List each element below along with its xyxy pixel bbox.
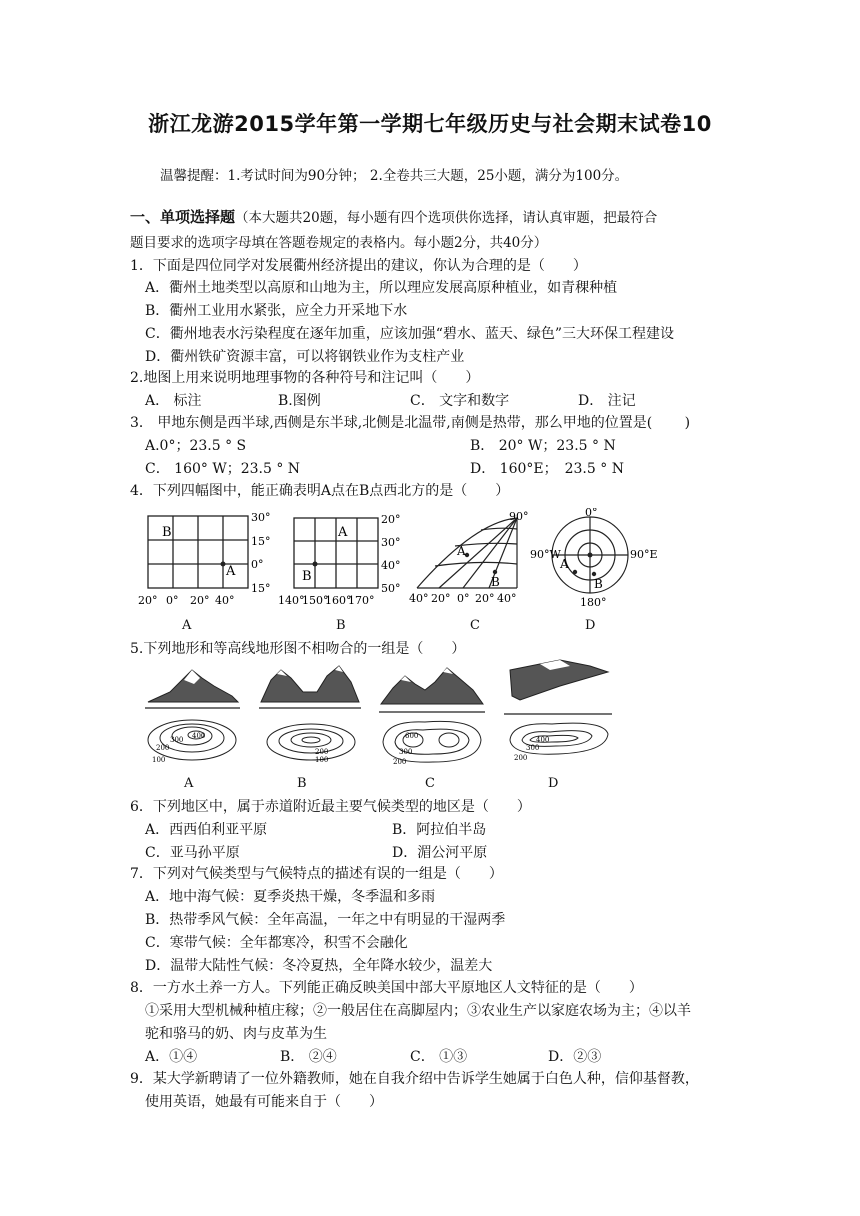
- question-2-option-c: C． 文字和数字: [410, 393, 510, 409]
- q4b-lat-2: 30°: [381, 536, 401, 549]
- question-6-option-c: C．亚马孙平原: [145, 845, 240, 861]
- q4-label-d: D: [585, 618, 596, 633]
- section-1-desc-1: （本大题共20题，每小题有四个选项供你选择，请认真审题，把最符合: [235, 210, 658, 226]
- q5d-contour-3: 200: [514, 754, 528, 762]
- question-6-option-b: B．阿拉伯半岛: [392, 822, 487, 838]
- q4a-point-b: B: [162, 525, 172, 540]
- q5a-contour-1: 400: [192, 732, 206, 740]
- q4c-lon-4: 20°: [475, 592, 495, 605]
- q5a-contour-4: 100: [152, 756, 166, 764]
- q5b-contour-1: 200: [315, 748, 329, 756]
- question-2-option-d: D． 注记: [578, 393, 636, 409]
- question-7-option-a: A．地中海气候：夏季炎热干燥，冬季温和多雨: [145, 889, 436, 905]
- q4a-lon-3: 20°: [190, 594, 210, 607]
- q4c-point-a: A: [457, 544, 466, 558]
- question-1-stem: 1．下面是四位同学对发展衢州经济提出的建议，你认为合理的是（ ）: [130, 258, 587, 274]
- question-9-stem-1: 9．某大学新聘请了一位外籍教师，她在自我介绍中告诉学生她属于白色人种，信仰基督教，: [130, 1071, 699, 1087]
- q4b-lon-4: 170°: [348, 594, 375, 607]
- q4d-left: 90°W: [530, 548, 561, 561]
- q4a-lon-4: 40°: [215, 594, 235, 607]
- section-1-title: 一、单项选择题: [130, 208, 236, 226]
- q4d-bottom: 180°: [580, 596, 607, 608]
- question-8-option-c: C． ①③: [410, 1049, 468, 1065]
- question-6-stem: 6．下列地区中，属于赤道附近最主要气候类型的地区是（ ）: [130, 799, 531, 815]
- question-1-option-d: D．衢州铁矿资源丰富，可以将钢铁业作为支柱产业: [145, 349, 465, 365]
- question-7-option-c: C．寒带气候：全年都寒冷，积雪不会融化: [145, 935, 408, 951]
- q4c-lon-3: 0°: [457, 592, 470, 605]
- question-8-option-b: B． ②④: [280, 1049, 337, 1065]
- question-8-option-a: A．①④: [145, 1049, 198, 1065]
- q5-label-c: C: [425, 776, 435, 791]
- q5-label-d: D: [548, 776, 559, 791]
- q5-label-a: A: [184, 776, 194, 791]
- q4d-top: 0°: [585, 508, 598, 519]
- question-2-option-b: B.图例: [278, 393, 321, 409]
- q5-figure-d: [500, 656, 615, 770]
- q4c-point-b: B: [491, 575, 500, 589]
- q4b-point-a: A: [338, 525, 348, 540]
- question-8-option-d: D．②③: [548, 1049, 602, 1065]
- q4d-point-a: A: [560, 557, 569, 571]
- question-7-stem: 7．下列对气候类型与气候特点的描述有误的一组是（ ）: [130, 866, 503, 882]
- q4b-lon-3: 160°: [325, 594, 352, 607]
- q5c-contour-3: 200: [393, 758, 407, 766]
- q4b-lat-4: 50°: [381, 582, 401, 595]
- q5c-contour-1: 600: [405, 732, 419, 740]
- q5d-contour-2: 300: [526, 744, 540, 752]
- question-8-stem: 8．一方水土养一方人。下列能正确反映美国中部大平原地区人文特征的是（ ）: [130, 980, 643, 996]
- q4c-pole: 90°: [509, 510, 529, 523]
- question-2-stem: 2.地图上用来说明地理事物的各种符号和注记叫（ ）: [130, 370, 480, 386]
- question-4-stem: 4．下列四幅图中，能正确表明A点在B点西北方的是（ ）: [130, 483, 510, 499]
- q4-figure-a: [130, 508, 280, 608]
- q4c-lon-5: 40°: [497, 592, 517, 605]
- question-3-option-a: A.0°；23.5 ° S: [145, 438, 247, 454]
- q4a-lat-3: 0°: [251, 558, 264, 571]
- q5-label-b: B: [297, 776, 307, 791]
- q4b-lat-3: 40°: [381, 559, 401, 572]
- q4-label-b: B: [336, 618, 346, 633]
- q4d-right: 90°E: [630, 548, 658, 561]
- q4a-lat-1: 30°: [251, 511, 271, 524]
- question-2-option-a: A． 标注: [145, 393, 202, 409]
- q4c-lon-1: 40°: [409, 592, 429, 605]
- q4d-point-b: B: [594, 577, 603, 591]
- q4a-point-a: A: [226, 564, 236, 579]
- q5a-contour-3: 200: [156, 744, 170, 752]
- q5a-contour-2: 300: [170, 736, 184, 744]
- question-6-option-a: A．西西伯利亚平原: [145, 822, 268, 838]
- q4a-lon-1: 20°: [138, 594, 158, 607]
- q4-figure-c: [405, 508, 535, 608]
- question-6-option-d: D．湄公河平原: [392, 845, 488, 861]
- q4-label-a: A: [182, 618, 192, 633]
- question-8-items-line-1: ①采用大型机械种植庄稼；②一般居住在高脚屋内；③农业生产以家庭农场为主；④以羊: [145, 1003, 691, 1019]
- q4a-lat-4: 15°: [251, 582, 271, 595]
- exam-tip: 温馨提醒：1.考试时间为90分钟； 2.全卷共三大题，25小题，满分为100分。: [160, 168, 629, 184]
- q4-figure-d: [530, 508, 670, 608]
- q5-figure-c: [375, 658, 490, 770]
- q4c-lon-2: 20°: [431, 592, 451, 605]
- section-1-desc-2: 题目要求的选项字母填在答题卷规定的表格内。每小题2分，共40分）: [130, 235, 548, 251]
- page-title: 浙江龙游2015学年第一学期七年级历史与社会期末试卷10: [148, 112, 712, 136]
- section-1-header: [130, 207, 657, 228]
- q5-figure-a: [140, 662, 245, 770]
- q4-label-c: C: [470, 618, 480, 633]
- q5c-contour-2: 300: [399, 748, 413, 756]
- q4b-point-b: B: [302, 569, 312, 584]
- question-7-option-b: B．热带季风气候：全年高温，一年之中有明显的干湿两季: [145, 912, 506, 928]
- question-1-option-a: A．衢州土地类型以高原和山地为主，所以理应发展高原种植业，如青稞种植: [145, 280, 618, 296]
- question-3-stem: 3． 甲地东侧是西半球,西侧是东半球,北侧是北温带,南侧是热带，那么甲地的位置是( ): [130, 415, 691, 431]
- q4a-lat-2: 15°: [251, 535, 271, 548]
- q4b-lon-1: 140°: [278, 594, 305, 607]
- q4b-lon-2: 150°: [302, 594, 329, 607]
- q5b-contour-2: 100: [315, 756, 329, 764]
- question-8-items-line-2: 驼和骆马的奶、肉与皮革为生: [145, 1026, 327, 1042]
- q4b-lat-1: 20°: [381, 513, 401, 526]
- question-3-option-c: C． 160° W；23.5 ° N: [145, 461, 301, 477]
- question-3-option-d: D． 160°E； 23.5 ° N: [470, 461, 624, 477]
- question-9-stem-2: 使用英语，她最有可能来自于（ ）: [145, 1094, 383, 1110]
- question-5-stem: 5.下列地形和等高线地形图不相吻合的一组是（ ）: [130, 641, 466, 657]
- question-7-option-d: D．温带大陆性气候：冬冷夏热，全年降水较少，温差大: [145, 958, 493, 974]
- question-1-option-c: C．衢州地表水污染程度在逐年加重，应该加强“碧水、蓝天、绿色”三大环保工程建设: [145, 326, 675, 342]
- q5-figure-b: [255, 658, 365, 770]
- q4a-lon-2: 0°: [166, 594, 179, 607]
- question-1-option-b: B．衢州工业用水紧张，应全力开采地下水: [145, 303, 408, 319]
- question-3-option-b: B． 20° W；23.5 ° N: [470, 438, 616, 454]
- q5d-contour-1: 400: [536, 736, 550, 744]
